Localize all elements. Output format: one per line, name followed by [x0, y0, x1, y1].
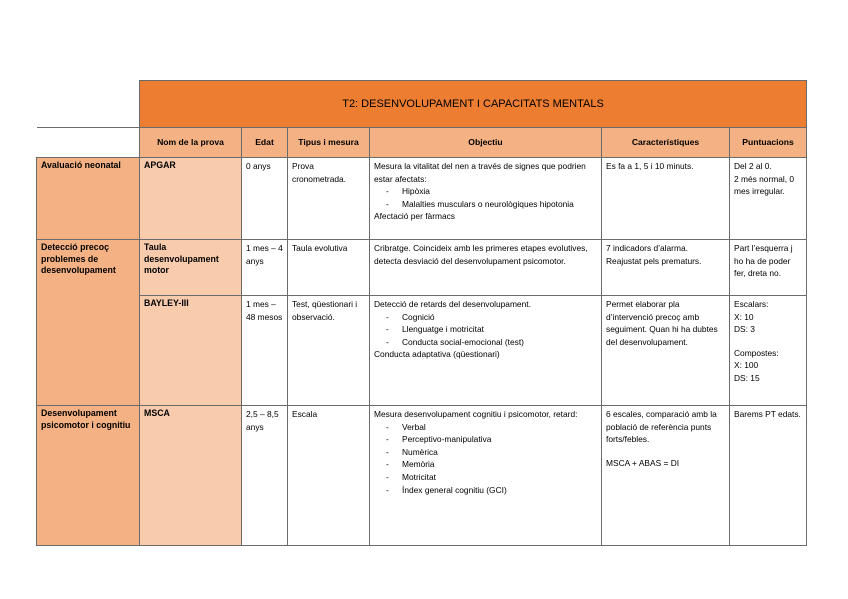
empty-corner — [37, 81, 140, 128]
header-scores: Puntuacions — [730, 128, 807, 158]
test-name-cell: MSCA — [140, 406, 242, 546]
category-cell: Desenvolupament psicomotor i cognitiu — [37, 406, 140, 546]
list-item: - Numèrica — [402, 446, 597, 459]
table-row — [37, 296, 807, 406]
features-cell: Es fa a 1, 5 i 10 minuts. — [602, 158, 730, 240]
age-cell: 2,5 – 8,5 anys — [242, 406, 288, 546]
list-item: - Memòria — [402, 458, 597, 471]
features-cell: 7 indicadors d’alarma. Reajustat pels prematurs. — [602, 240, 730, 296]
list-item: - Cognició — [402, 311, 597, 324]
objective-list — [374, 185, 597, 210]
table-row — [37, 406, 807, 546]
age-cell: 1 mes – 48 mesos — [242, 296, 288, 406]
objective-cell — [370, 158, 602, 240]
scores-cell: Del 2 al 0. 2 més normal, 0 mes irregular. — [730, 158, 807, 240]
scores-composite: Compostes: X: 100 DS: 15 — [734, 347, 779, 383]
features-cell — [602, 406, 730, 546]
age-cell: 1 mes – 4 anys — [242, 240, 288, 296]
list-item: - Llenguatge i motricitat — [402, 323, 597, 336]
header-age: Edat — [242, 128, 288, 158]
features-formula: MSCA + ABAS = DI — [606, 457, 680, 468]
features-cell: Permet elaborar pla d’intervenció precoç amb seguiment. Quan hi ha dubtes del desenvolupament. — [602, 296, 730, 406]
header-features: Característiques — [602, 128, 730, 158]
type-cell: Prova cronometrada. — [288, 158, 370, 240]
empty-header-cell — [37, 128, 140, 158]
objective-outro: Afectació per fàrmacs — [374, 211, 455, 222]
header-test-name: Nom de la prova — [140, 128, 242, 158]
objective-intro: Mesura desenvolupament cognitiu i psicomotor, retard: — [374, 409, 578, 419]
list-item: - Hipòxia — [402, 185, 597, 198]
age-cell: 0 anys — [242, 158, 288, 240]
test-name-cell: APGAR — [140, 158, 242, 240]
table-row — [37, 240, 807, 296]
table-title: T2: DESENVOLUPAMENT I CAPACITATS MENTALS — [140, 81, 807, 128]
objective-cell: Cribratge. Coincideix amb les primeres etapes evolutives, detecta desviació del desenvolupament psicomotor. — [370, 240, 602, 296]
objective-list — [374, 421, 597, 497]
scores-scalar: Escalars: X: 10 DS: 3 — [734, 299, 769, 335]
objective-outro: Conducta adaptativa (qüestionari) — [374, 349, 500, 360]
category-cell: Detecció precoç problemes de desenvolupament — [37, 240, 140, 406]
test-name-cell: Taula desenvolupament motor — [140, 240, 242, 296]
header-type: Tipus i mesura — [288, 128, 370, 158]
list-item: - Motricitat — [402, 471, 597, 484]
objective-list — [374, 311, 597, 349]
list-item: - Malalties musculars o neurològiques hipotonia — [402, 198, 597, 211]
scores-cell: Part l’esquerra j ho ha de poder fer, dreta no. — [730, 240, 807, 296]
category-cell: Avaluació neonatal — [37, 158, 140, 240]
features-text: 6 escales, comparació amb la població de referència punts forts/febles. — [606, 409, 717, 445]
type-cell: Test, qüestionari i observació. — [288, 296, 370, 406]
type-cell: Escala — [288, 406, 370, 546]
header-row — [37, 128, 807, 158]
objective-cell — [370, 296, 602, 406]
table-row — [37, 158, 807, 240]
list-item: - Conducta social-emocional (test) — [402, 336, 597, 349]
objective-cell — [370, 406, 602, 546]
header-objective: Objectiu — [370, 128, 602, 158]
list-item: - Perceptivo-manipulativa — [402, 433, 597, 446]
assessment-table — [36, 80, 806, 545]
objective-intro: Detecció de retards del desenvolupament. — [374, 299, 531, 309]
test-name-cell: BAYLEY-III — [140, 296, 242, 406]
list-item: - Verbal — [402, 421, 597, 434]
objective-intro: Mesura la vitalitat del nen a través de signes que podrien estar afectats: — [374, 161, 586, 184]
type-cell: Taula evolutiva — [288, 240, 370, 296]
scores-cell: Barems PT edats. — [730, 406, 807, 546]
list-item: - Índex general cognitiu (GCI) — [402, 484, 597, 497]
scores-cell — [730, 296, 807, 406]
